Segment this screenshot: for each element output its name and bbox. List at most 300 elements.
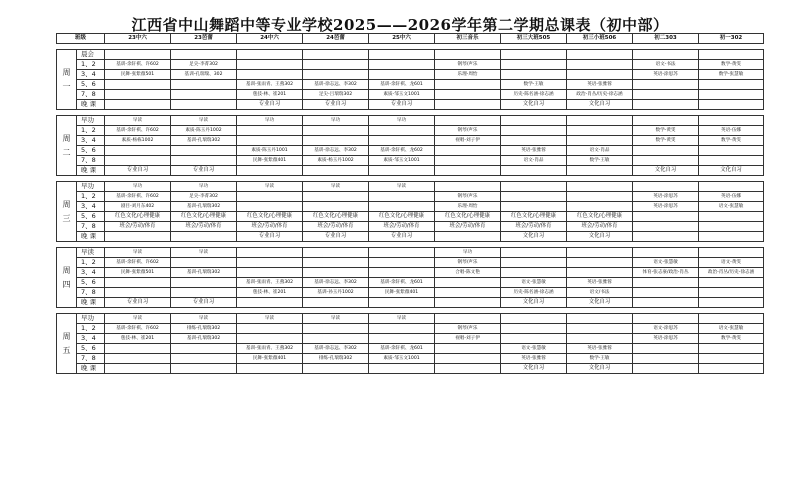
schedule-cell	[435, 156, 501, 166]
schedule-cell	[567, 248, 633, 258]
day-label: 周 一	[57, 50, 77, 110]
schedule-cell: 数学-王敏	[501, 80, 567, 90]
table-row	[57, 192, 764, 202]
schedule-cell	[303, 248, 369, 258]
schedule-cell	[699, 314, 764, 324]
schedule-cell	[567, 314, 633, 324]
schedule-cell: 专业自习	[237, 100, 303, 110]
period-label: 早功	[77, 116, 105, 126]
schedule-cell	[567, 258, 633, 268]
period-label: 晚 课	[77, 166, 105, 176]
schedule-cell	[369, 248, 435, 258]
schedule-cell	[369, 268, 435, 278]
schedule-cell	[567, 136, 633, 146]
schedule-cell	[435, 344, 501, 354]
table-row	[57, 80, 764, 90]
schedule-cell: 文化自习	[501, 298, 567, 308]
schedule-cell	[501, 314, 567, 324]
schedule-cell	[501, 60, 567, 70]
schedule-cell	[435, 298, 501, 308]
schedule-cell	[171, 146, 237, 156]
schedule-cell	[435, 288, 501, 298]
schedule-cell: 基训-余轩祺、许602	[105, 192, 171, 202]
schedule-cell	[105, 80, 171, 90]
table-row	[57, 248, 764, 258]
day-label: 周 四	[57, 248, 77, 308]
schedule-cell	[567, 166, 633, 176]
schedule-cell: 钢琴/声乐	[435, 324, 501, 334]
schedule-cell	[369, 166, 435, 176]
schedule-cell: 毯技-林、崔201	[105, 334, 171, 344]
schedule-cell: 早读	[105, 314, 171, 324]
schedule-cell	[303, 258, 369, 268]
table-row	[57, 222, 764, 232]
schedule-cell: 基训-孔瑞瑞302	[171, 202, 237, 212]
schedule-cell: 早读	[369, 314, 435, 324]
table-row	[57, 364, 764, 374]
schedule-cell	[369, 364, 435, 374]
schedule-cell: 基训-徐志远、李302	[303, 344, 369, 354]
table-row	[57, 146, 764, 156]
schedule-cell	[633, 278, 699, 288]
schedule-cell	[501, 50, 567, 60]
table-row	[57, 100, 764, 110]
schedule-cell: 乐理-周怡	[435, 70, 501, 80]
schedule-cell	[105, 344, 171, 354]
schedule-cell	[699, 100, 764, 110]
schedule-cell	[501, 136, 567, 146]
schedule-cell: 毯技-林、崔201	[237, 90, 303, 100]
schedule-cell: 班会/劳动/体育	[105, 222, 171, 232]
schedule-cell: 钢琴/声乐	[435, 60, 501, 70]
schedule-cell	[501, 166, 567, 176]
schedule-cell: 合唱-陈文艳	[435, 268, 501, 278]
schedule-cell	[303, 334, 369, 344]
schedule-cell	[699, 232, 764, 242]
schedule-cell: 专业自习	[303, 100, 369, 110]
schedule-cell	[435, 232, 501, 242]
schedule-cell	[303, 166, 369, 176]
schedule-cell: 英语-张雅蓉	[567, 278, 633, 288]
period-label: 晚 课	[77, 232, 105, 242]
schedule-cell	[567, 202, 633, 212]
schedule-cell	[171, 354, 237, 364]
schedule-cell	[699, 182, 764, 192]
schedule-cell: 素质-陈玉丹1001	[237, 146, 303, 156]
schedule-cell: 基训-孔瑞瑞302	[171, 136, 237, 146]
schedule-cell	[303, 70, 369, 80]
schedule-cell	[237, 248, 303, 258]
schedule-cell: 英语-张雅蓉	[501, 146, 567, 156]
schedule-cell	[105, 100, 171, 110]
column-header: 初三大班505	[501, 34, 567, 44]
schedule-cell: 英语-涂思苏	[633, 202, 699, 212]
schedule-cell: 民舞-张紫薇401	[369, 288, 435, 298]
schedule-cell: 早读	[171, 116, 237, 126]
table-row	[57, 50, 764, 60]
period-label: 晚 课	[77, 364, 105, 374]
column-header: 25中六	[369, 34, 435, 44]
schedule-cell: 早功	[369, 116, 435, 126]
table-row	[57, 212, 764, 222]
schedule-cell	[567, 60, 633, 70]
schedule-cell: 红色文化/心理健康	[171, 212, 237, 222]
period-label: 1、2	[77, 126, 105, 136]
schedule-cell	[105, 156, 171, 166]
period-label: 1、2	[77, 258, 105, 268]
schedule-cell: 基训-张雨青、王燕302	[237, 344, 303, 354]
schedule-cell	[369, 258, 435, 268]
column-header: 24芭蕾	[303, 34, 369, 44]
schedule-cell	[369, 324, 435, 334]
schedule-cell	[105, 146, 171, 156]
schedule-cell: 早读	[237, 182, 303, 192]
schedule-cell: 早读	[171, 248, 237, 258]
table-row	[57, 90, 764, 100]
period-label: 5、6	[77, 146, 105, 156]
schedule-cell: 政治-肖丛/历史-徐志涵	[567, 90, 633, 100]
period-label: 晚 课	[77, 100, 105, 110]
schedule-cell: 专业自习	[369, 232, 435, 242]
schedule-cell: 基训-孙玉丹1002	[303, 288, 369, 298]
table-row	[57, 232, 764, 242]
schedule-cell: 基训-余轩祺、龙601	[369, 344, 435, 354]
schedule-cell: 班会/劳动/体育	[303, 222, 369, 232]
schedule-cell	[633, 354, 699, 364]
schedule-cell	[435, 278, 501, 288]
schedule-cell	[303, 60, 369, 70]
schedule-cell	[567, 50, 633, 60]
schedule-cell	[237, 364, 303, 374]
column-header: 23芭蕾	[171, 34, 237, 44]
schedule-cell	[303, 50, 369, 60]
schedule-cell	[633, 50, 699, 60]
header-row	[57, 34, 764, 44]
column-header: 初一302	[699, 34, 764, 44]
schedule-cell	[105, 50, 171, 60]
column-header: 初三音乐	[435, 34, 501, 44]
schedule-cell: 班会/劳动/体育	[435, 222, 501, 232]
schedule-cell	[633, 212, 699, 222]
schedule-cell: 文化自习	[633, 166, 699, 176]
schedule-cell: 基训-徐志远、李302	[303, 80, 369, 90]
schedule-cell	[369, 136, 435, 146]
day-label: 周 三	[57, 182, 77, 242]
schedule-cell: 数学-黄雯	[633, 136, 699, 146]
schedule-cell	[567, 126, 633, 136]
schedule-cell	[237, 136, 303, 146]
table-row	[57, 258, 764, 268]
period-label: 早功	[77, 314, 105, 324]
period-label: 5、6	[77, 212, 105, 222]
schedule-cell: 早读	[303, 314, 369, 324]
period-label: 早读	[77, 248, 105, 258]
schedule-cell: 排练-孔瑞瑞302	[171, 324, 237, 334]
schedule-cell	[699, 222, 764, 232]
table-row	[57, 298, 764, 308]
table-row	[57, 60, 764, 70]
period-label: 3、4	[77, 136, 105, 146]
schedule-cell	[237, 166, 303, 176]
column-header: 23中六	[105, 34, 171, 44]
schedule-cell	[699, 344, 764, 354]
schedule-cell: 专业自习	[237, 232, 303, 242]
schedule-cell: 素质-邹玉文1001	[369, 90, 435, 100]
schedule-cell	[171, 288, 237, 298]
schedule-cell: 文化自习	[567, 100, 633, 110]
schedule-cell: 数学-黄雯	[699, 136, 764, 146]
period-label: 3、4	[77, 268, 105, 278]
schedule-cell	[105, 278, 171, 288]
schedule-cell: 文化自习	[567, 364, 633, 374]
schedule-cell: 专业自习	[105, 298, 171, 308]
schedule-cell	[699, 248, 764, 258]
schedule-cell	[369, 60, 435, 70]
schedule-cell	[237, 60, 303, 70]
schedule-cell: 排练-孔瑞瑞302	[303, 354, 369, 364]
schedule-cell	[105, 232, 171, 242]
schedule-cell: 红色文化/心理健康	[435, 212, 501, 222]
schedule-cell: 语文-张慧敏	[501, 344, 567, 354]
schedule-cell: 语文-张慧敏	[501, 278, 567, 288]
period-label: 晚 课	[77, 298, 105, 308]
schedule-cell	[435, 182, 501, 192]
schedule-cell: 文化自习	[501, 100, 567, 110]
schedule-cell	[501, 182, 567, 192]
schedule-cell: 政治-肖丛/历史-徐志涵	[699, 268, 764, 278]
period-label: 3、4	[77, 334, 105, 344]
table-row	[57, 314, 764, 324]
schedule-cell	[633, 90, 699, 100]
schedule-cell	[171, 258, 237, 268]
schedule-cell: 素质-邹玉文1001	[369, 354, 435, 364]
schedule-cell: 语文-涂思苏	[633, 324, 699, 334]
schedule-cell: 足尖-李菁302	[171, 60, 237, 70]
schedule-cell: 数学-黄雯	[699, 334, 764, 344]
schedule-cell: 数学-张慧敏	[699, 70, 764, 80]
schedule-cell	[237, 334, 303, 344]
schedule-cell: 红色文化/心理健康	[501, 212, 567, 222]
schedule-cell	[435, 50, 501, 60]
schedule-cell	[633, 182, 699, 192]
day-label: 周 五	[57, 314, 77, 374]
schedule-cell	[369, 126, 435, 136]
schedule-cell	[501, 268, 567, 278]
schedule-cell	[567, 192, 633, 202]
schedule-cell: 视唱-刘子伊	[435, 334, 501, 344]
schedule-cell	[699, 116, 764, 126]
schedule-cell: 语文-书法	[633, 60, 699, 70]
schedule-cell: 基训-徐志远、李302	[303, 146, 369, 156]
schedule-cell	[237, 298, 303, 308]
schedule-cell	[501, 70, 567, 80]
schedule-cell	[501, 324, 567, 334]
schedule-cell	[369, 202, 435, 212]
schedule-cell	[699, 80, 764, 90]
schedule-cell	[303, 136, 369, 146]
schedule-cell: 视唱-刘子伊	[435, 136, 501, 146]
schedule-cell: 早读	[171, 314, 237, 324]
schedule-cell	[501, 334, 567, 344]
schedule-cell: 基训-徐志远、李302	[303, 278, 369, 288]
period-label: 1、2	[77, 192, 105, 202]
schedule-cell: 基训-张雨青、王燕302	[237, 80, 303, 90]
schedule-cell: 语文-张慧敏	[633, 258, 699, 268]
schedule-cell: 文化自习	[501, 364, 567, 374]
table-row	[57, 278, 764, 288]
schedule-cell	[237, 70, 303, 80]
period-label: 5、6	[77, 344, 105, 354]
schedule-cell: 文化自习	[567, 298, 633, 308]
column-header: 初三小班506	[567, 34, 633, 44]
schedule-cell: 剧目-刘月东402	[105, 202, 171, 212]
schedule-cell	[303, 268, 369, 278]
schedule-cell	[303, 192, 369, 202]
schedule-body	[57, 34, 764, 374]
table-row	[57, 344, 764, 354]
period-label: 早功	[77, 182, 105, 192]
schedule-cell: 数学-黄雯	[633, 126, 699, 136]
schedule-cell: 毯技-林、崔201	[237, 288, 303, 298]
table-row	[57, 166, 764, 176]
schedule-cell	[699, 298, 764, 308]
schedule-cell	[633, 100, 699, 110]
period-label: 1、2	[77, 324, 105, 334]
schedule-cell: 素质-陈玉丹1002	[171, 126, 237, 136]
schedule-cell: 班会/劳动/体育	[501, 222, 567, 232]
schedule-cell	[435, 314, 501, 324]
schedule-cell: 历史-陈名涵-徐志涵	[501, 90, 567, 100]
schedule-cell: 民舞-张紫薇401	[237, 354, 303, 364]
schedule-cell: 红色文化/心理健康	[105, 212, 171, 222]
schedule-cell	[435, 100, 501, 110]
schedule-cell	[633, 80, 699, 90]
schedule-cell: 早读	[105, 116, 171, 126]
schedule-cell: 民舞-张紫薇401	[237, 156, 303, 166]
schedule-cell: 素质-杨栋1002	[105, 136, 171, 146]
table-row	[57, 268, 764, 278]
schedule-cell: 民舞-张紫薇501	[105, 70, 171, 80]
schedule-cell: 语文/书法	[567, 288, 633, 298]
schedule-cell: 英语-涂思苏	[633, 192, 699, 202]
column-header: 24中六	[237, 34, 303, 44]
schedule-cell	[567, 116, 633, 126]
schedule-cell	[369, 334, 435, 344]
schedule-cell	[501, 248, 567, 258]
period-label: 7、8	[77, 222, 105, 232]
schedule-cell: 专业自习	[171, 166, 237, 176]
schedule-cell: 英语-张雅蓉	[567, 80, 633, 90]
schedule-cell	[435, 90, 501, 100]
period-label: 7、8	[77, 156, 105, 166]
schedule-cell	[699, 354, 764, 364]
schedule-cell: 文化自习	[501, 232, 567, 242]
period-label: 7、8	[77, 90, 105, 100]
schedule-cell	[105, 354, 171, 364]
schedule-cell: 乐理-周怡	[435, 202, 501, 212]
schedule-cell	[237, 192, 303, 202]
schedule-cell: 语文-黄雯	[699, 258, 764, 268]
schedule-cell: 体育-张志豪/政治-肖丛	[633, 268, 699, 278]
schedule-cell	[699, 364, 764, 374]
schedule-cell	[435, 364, 501, 374]
schedule-cell: 英语-伍娜	[699, 126, 764, 136]
schedule-cell	[699, 50, 764, 60]
schedule-cell: 基训-余轩祺、龙602	[369, 146, 435, 156]
schedule-cell: 早功	[237, 116, 303, 126]
schedule-cell	[105, 364, 171, 374]
schedule-cell	[105, 90, 171, 100]
schedule-cell: 早功	[435, 248, 501, 258]
schedule-cell: 早读	[237, 314, 303, 324]
schedule-cell	[303, 202, 369, 212]
schedule-cell	[699, 90, 764, 100]
schedule-cell	[171, 156, 237, 166]
schedule-cell: 基训-张雨青、王燕302	[237, 278, 303, 288]
column-header: 班级	[57, 34, 105, 44]
schedule-cell: 早读	[369, 182, 435, 192]
schedule-cell	[369, 298, 435, 308]
table-row	[57, 156, 764, 166]
schedule-cell: 民舞-张紫薇501	[105, 268, 171, 278]
schedule-cell: 足尖-吕瑞瑞302	[303, 90, 369, 100]
period-label: 5、6	[77, 278, 105, 288]
schedule-cell: 英语-张雅蓉	[567, 344, 633, 354]
schedule-cell	[171, 80, 237, 90]
schedule-cell: 红色文化/心理健康	[303, 212, 369, 222]
schedule-cell	[237, 50, 303, 60]
schedule-cell: 早读	[105, 248, 171, 258]
schedule-cell	[501, 192, 567, 202]
schedule-cell	[633, 314, 699, 324]
schedule-cell: 钢琴/声乐	[435, 258, 501, 268]
schedule-cell: 语文-肖品	[501, 156, 567, 166]
schedule-cell	[633, 156, 699, 166]
schedule-cell	[237, 126, 303, 136]
schedule-cell: 基训-孔瑞瑞、302	[171, 70, 237, 80]
schedule-cell: 数学-黄雯	[699, 60, 764, 70]
period-label: 1、2	[77, 60, 105, 70]
table-row	[57, 324, 764, 334]
schedule-cell: 基训-余轩祺、许602	[105, 126, 171, 136]
schedule-cell: 专业自习	[303, 232, 369, 242]
schedule-cell: 英语-伍娜	[699, 192, 764, 202]
schedule-cell	[567, 70, 633, 80]
schedule-cell: 数学-王敏	[567, 354, 633, 364]
schedule-cell	[237, 268, 303, 278]
schedule-cell	[435, 166, 501, 176]
schedule-cell: 基训-余轩祺、龙601	[369, 80, 435, 90]
page-title: 江西省中山舞蹈中等专业学校2025——2026学年第二学期总课表（初中部）	[131, 16, 669, 34]
schedule-cell	[171, 364, 237, 374]
period-label: 7、8	[77, 288, 105, 298]
schedule-cell: 专业自习	[369, 100, 435, 110]
schedule-cell: 基训-余轩祺、许602	[105, 60, 171, 70]
schedule-cell: 早功	[105, 182, 171, 192]
schedule-cell: 文化自习	[567, 232, 633, 242]
schedule-cell	[633, 344, 699, 354]
schedule-cell	[633, 298, 699, 308]
schedule-cell	[699, 278, 764, 288]
schedule-cell: 班会/劳动/体育	[237, 222, 303, 232]
schedule-cell	[435, 116, 501, 126]
schedule-cell	[369, 192, 435, 202]
schedule-cell: 专业自习	[171, 298, 237, 308]
schedule-cell: 历史-陈名涵-徐志涵	[501, 288, 567, 298]
schedule-cell	[171, 232, 237, 242]
table-row	[57, 182, 764, 192]
table-row	[57, 116, 764, 126]
